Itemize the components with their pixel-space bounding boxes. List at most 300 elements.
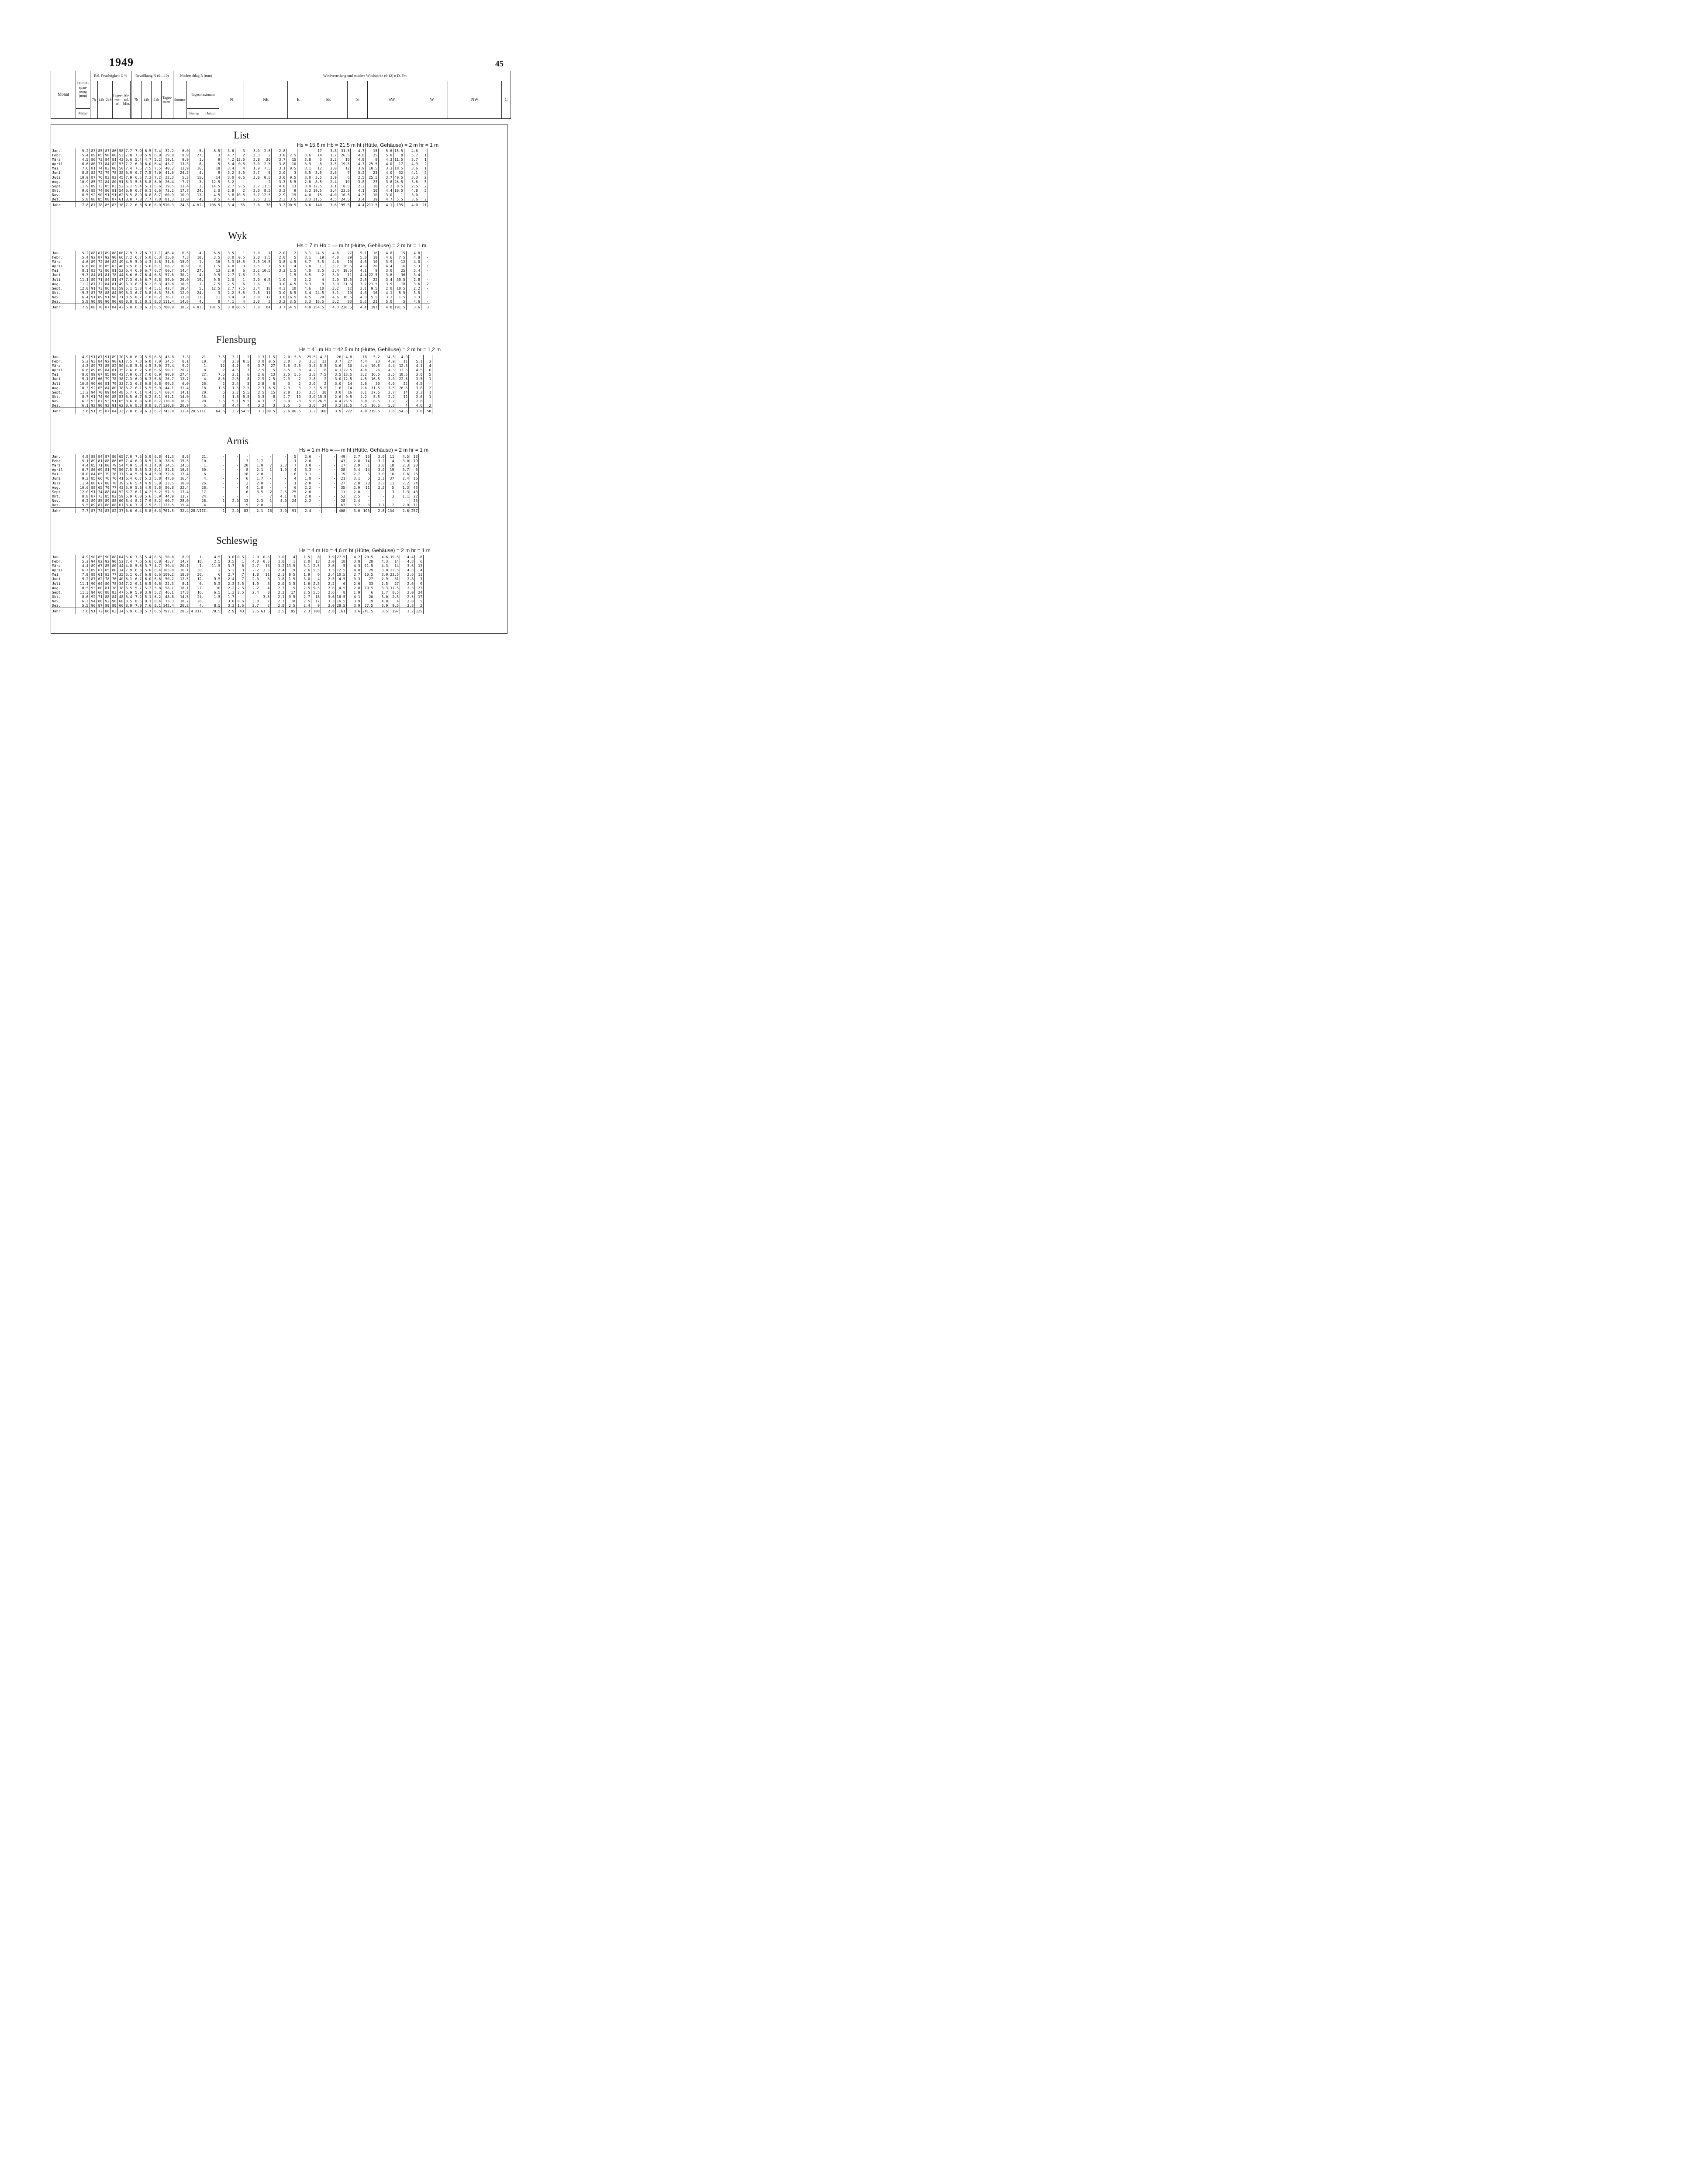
table-row	[51, 170, 428, 175]
table-cell: 18.	[190, 386, 209, 390]
table-cell: 2.5	[346, 494, 361, 498]
table-cell: 89	[90, 368, 97, 372]
table-cell: 2.2	[353, 394, 368, 399]
table-cell: 90	[110, 295, 117, 299]
table-cell: 88	[90, 481, 97, 485]
table-cell: 2.6	[321, 590, 335, 594]
table-cell: 4.1	[143, 463, 152, 467]
table-cell: 5	[240, 381, 251, 386]
table-cell: 8.1	[143, 599, 152, 603]
table-cell: 4	[311, 577, 321, 581]
table-cell: 7	[386, 503, 395, 508]
table-cell: 89	[90, 563, 97, 568]
table-cell: 6.4	[143, 273, 152, 277]
table-cell: ·	[245, 594, 260, 599]
table-cell: 6.7	[133, 476, 143, 480]
table-cell: ·	[322, 463, 337, 467]
table-cell: 7	[266, 399, 276, 403]
table-cell: 4.9	[351, 157, 366, 162]
table-cell: 33	[117, 381, 124, 386]
table-cell: 6.8	[124, 355, 133, 359]
table-cell: 66	[117, 251, 124, 255]
month-cell: Jan.	[51, 454, 76, 459]
table-cell: 3.0	[328, 390, 342, 394]
month-cell: Nov.	[51, 599, 76, 603]
table-cell: 5.0	[152, 363, 162, 368]
table-cell: 70	[97, 390, 104, 394]
table-cell: 54	[117, 463, 124, 467]
table-cell: 78	[110, 273, 117, 277]
table-cell: 3.3	[346, 577, 361, 581]
table-cell: 7	[261, 264, 272, 268]
table-cell: 92	[104, 255, 110, 259]
table-cell: 30.	[190, 467, 209, 472]
table-cell: 88	[104, 503, 110, 508]
table-cell: 6.1	[143, 304, 152, 310]
table-cell: 5	[288, 454, 297, 459]
table-cell: 4.4	[353, 363, 368, 368]
table-cell: 85	[104, 264, 110, 268]
table-row	[51, 590, 424, 594]
table-cell: 13.5	[340, 277, 353, 282]
table-cell: 49	[117, 282, 124, 286]
table-cell: 27.5	[361, 603, 374, 608]
table-cell: 99.3	[162, 381, 175, 386]
table-cell: 85	[90, 180, 97, 184]
table-cell: 68	[117, 299, 124, 304]
table-cell: 19.5	[338, 162, 351, 166]
table-cell: 35	[117, 368, 124, 372]
table-cell: ·	[226, 467, 240, 472]
table-cell: 4.5	[286, 282, 297, 286]
table-cell: 89	[104, 603, 110, 608]
table-cell: 92	[90, 255, 97, 259]
table-cell: 3.8	[409, 408, 424, 414]
table-cell: 238.5	[340, 304, 353, 310]
table-cell: 2.5	[400, 594, 415, 599]
table-cell: 7	[288, 463, 297, 467]
table-cell: 89	[90, 363, 97, 368]
table-cell: ·	[235, 594, 245, 599]
table-cell: 21	[419, 202, 428, 208]
table-cell: 7.2	[133, 251, 143, 255]
table-cell: 71	[97, 277, 104, 282]
table-cell: 6.7	[143, 268, 152, 273]
table-cell: 3.1	[226, 355, 240, 359]
table-cell: 6.3	[152, 255, 162, 259]
table-cell: 26.5	[340, 264, 353, 268]
table-row	[51, 157, 428, 162]
table-cell: 3	[260, 581, 271, 586]
table-cell: 85	[97, 149, 104, 153]
table-cell: 15.9	[175, 259, 190, 264]
table-cell: 2.6	[346, 581, 361, 586]
table-cell: 1	[361, 463, 371, 467]
table-cell: 2	[205, 599, 221, 603]
table-cell: 23.5	[338, 188, 351, 193]
table-cell: 3.2	[302, 408, 317, 414]
table-cell: 3.5	[209, 355, 226, 359]
table-cell: 12.5	[342, 377, 353, 381]
table-cell: 11.5	[361, 563, 374, 568]
table-cell: 3	[286, 277, 297, 282]
table-cell: 88	[90, 197, 97, 202]
table-cell: 7.5	[152, 166, 162, 170]
table-cell: 5.8	[133, 286, 143, 290]
table-cell: 2.9	[395, 503, 410, 508]
table-cell: 4.8	[124, 563, 133, 568]
table-cell: 5.3	[143, 476, 152, 480]
table-cell: 19	[361, 599, 374, 603]
table-cell: 40.5	[393, 175, 404, 180]
table-cell: 1.5	[205, 594, 221, 599]
table-cell: 20	[361, 594, 374, 599]
table-cell: 5.2	[76, 149, 90, 153]
table-cell: 2.3	[221, 581, 235, 586]
table-cell: 7.5	[124, 359, 133, 363]
table-cell: 90	[110, 559, 117, 563]
table-cell: 2.9	[346, 485, 361, 490]
table-cell: 9	[204, 157, 221, 162]
table-cell: 4.1	[221, 299, 235, 304]
table-cell: 4.3	[251, 399, 266, 403]
table-cell: 3	[261, 282, 272, 286]
table-cell: 6.5	[143, 581, 152, 586]
table-cell: 64	[117, 555, 124, 559]
table-cell: 16.5	[335, 599, 346, 603]
table-cell: 65	[117, 459, 124, 463]
table-cell: 26.0	[175, 277, 190, 282]
table-cell: 3.0	[395, 459, 410, 463]
table-cell: 4.8	[406, 255, 421, 259]
table-cell: 2.8	[246, 157, 261, 162]
table-cell: 6	[415, 559, 424, 563]
table-cell: 5.5	[235, 170, 246, 175]
table-cell: 3.2	[323, 157, 338, 162]
month-cell: Febr.	[51, 255, 76, 259]
table-cell: 38	[117, 170, 124, 175]
table-cell: ·	[361, 498, 371, 503]
month-cell: Aug.	[51, 485, 76, 490]
table-cell: 3.0	[221, 555, 235, 559]
table-cell: 5.4	[133, 157, 143, 162]
table-cell: 85	[104, 372, 110, 377]
table-cell: 2.5	[296, 590, 311, 594]
table-cell: 8.9	[175, 555, 190, 559]
table-cell: 11.5	[261, 184, 272, 188]
table-cell: 19	[286, 193, 297, 197]
table-cell: 4.9	[396, 355, 409, 359]
table-cell: 86	[90, 162, 97, 166]
table-cell: 16.5	[368, 403, 381, 408]
table-cell: 61.5	[260, 608, 271, 614]
table-cell: 39.5	[162, 184, 175, 188]
table-cell: 197	[389, 608, 400, 614]
table-cell: 39.5	[393, 277, 407, 282]
table-cell: 4.9	[381, 359, 396, 363]
table-cell: 6.9	[152, 202, 162, 208]
table-cell: 3.2	[271, 563, 286, 568]
table-cell: 2.5	[260, 568, 271, 572]
table-cell: 3.1	[297, 472, 312, 476]
table-cell: 3.0	[246, 175, 261, 180]
table-cell: 2.1	[249, 508, 264, 514]
table-cell: 13	[410, 454, 419, 459]
table-cell: 5.0	[143, 255, 152, 259]
table-cell: 24.5	[312, 290, 325, 295]
table-cell: 62	[117, 193, 124, 197]
table-cell: 90	[104, 394, 110, 399]
month-cell: Dez.	[51, 403, 76, 408]
table-cell: 81	[97, 273, 104, 277]
table-cell: 2.2	[321, 581, 335, 586]
table-cell: 9.5	[240, 399, 251, 403]
table-cell: 6.2	[76, 498, 90, 503]
table-cell: 3.2	[325, 286, 340, 290]
table-cell: 90	[104, 299, 110, 304]
table-cell: 74	[97, 166, 104, 170]
table-cell: 2.2	[271, 590, 286, 594]
table-cell: 26	[368, 368, 381, 372]
table-cell: 6.8	[152, 454, 162, 459]
table-row	[51, 459, 419, 463]
table-cell: 90.1	[162, 368, 175, 372]
table-cell: 6.6	[152, 188, 162, 193]
table-cell: 5.8	[133, 485, 143, 490]
table-cell: 20.9	[175, 403, 190, 408]
table-cell: 12.9	[175, 290, 190, 295]
table-cell: 84	[104, 368, 110, 372]
table-row	[51, 282, 430, 286]
table-cell: 9.3	[76, 476, 90, 480]
table-row	[51, 188, 428, 193]
table-cell: 6.9	[133, 268, 143, 273]
table-cell: 7.9	[76, 304, 90, 310]
month-cell: Jan.	[51, 355, 76, 359]
table-cell: 408	[337, 508, 346, 514]
table-cell: 5.2	[143, 394, 152, 399]
table-cell: 8	[209, 403, 226, 408]
month-cell: Dez.	[51, 197, 76, 202]
table-cell: 80	[110, 568, 117, 572]
table-cell: 3	[421, 304, 430, 310]
table-cell: 3	[204, 153, 221, 157]
table-cell: ·	[421, 277, 430, 282]
table-cell: ·	[273, 472, 288, 476]
header-dir-nw: NW	[448, 81, 501, 119]
table-cell: 6.7	[143, 277, 152, 282]
table-cell: 4.5	[335, 577, 346, 581]
table-row	[51, 368, 432, 372]
table-cell: 7.5	[143, 170, 152, 175]
table-cell: 37	[117, 472, 124, 476]
table-cell: 5.0	[143, 568, 152, 572]
table-cell: 18	[264, 508, 273, 514]
table-cell: 90	[90, 581, 97, 586]
table-cell: 2.2	[381, 394, 396, 399]
table-cell: ·	[264, 476, 273, 480]
table-cell: 3.6	[406, 304, 421, 310]
table-cell: 25.5	[366, 162, 379, 166]
table-cell: 11.1	[76, 277, 90, 282]
table-cell: 4	[389, 599, 400, 603]
table-cell: 4.9	[143, 485, 152, 490]
table-cell: 84	[104, 282, 110, 286]
table-cell: 6.6	[152, 577, 162, 581]
table-cell: 11.2	[76, 390, 90, 394]
table-cell: ·	[246, 180, 261, 184]
table-cell: 7.6	[143, 603, 152, 608]
table-cell: ·	[361, 494, 371, 498]
table-cell: 1.3	[395, 490, 410, 494]
header-tagesmaximum: Tagesmaximum	[186, 81, 219, 109]
table-cell: 6	[235, 268, 246, 273]
table-row	[51, 359, 432, 363]
table-cell: 2.9	[251, 377, 266, 381]
table-cell: 87	[97, 603, 104, 608]
table-cell: 3.5	[221, 559, 235, 563]
month-cell: Dez.	[51, 503, 76, 508]
table-cell: 9	[368, 268, 379, 273]
table-cell: 9.5	[389, 603, 400, 608]
table-cell: 5.1	[325, 290, 340, 295]
table-cell: 35	[117, 572, 124, 577]
table-cell: 3.0	[321, 603, 335, 608]
table-cell: 3.5	[286, 299, 297, 304]
table-cell: 3.7	[323, 153, 338, 157]
table-cell: 3.0	[272, 175, 286, 180]
table-cell: 92	[90, 403, 97, 408]
table-cell: 5.5	[76, 603, 90, 608]
table-cell: 18.7	[175, 599, 190, 603]
table-cell: 2.3	[395, 463, 410, 467]
table-cell: 88	[90, 485, 97, 490]
station-title: Schleswig	[216, 535, 258, 546]
table-cell: 4.	[190, 503, 209, 508]
table-cell: 3	[361, 503, 371, 508]
table-cell: 6.2	[76, 599, 90, 603]
table-cell: 3.7	[297, 259, 312, 264]
table-cell: 6.1	[133, 264, 143, 268]
table-cell: 88	[104, 490, 110, 494]
table-cell: 5.5	[368, 394, 381, 399]
table-cell: 84	[97, 454, 104, 459]
table-cell: 15.5	[235, 259, 246, 264]
table-cell: 86	[110, 459, 117, 463]
table-cell: 5.0	[379, 299, 393, 304]
table-cell: 84	[110, 490, 117, 494]
table-cell: 6.3	[152, 290, 162, 295]
table-cell: 2.8	[272, 149, 286, 153]
table-cell: 8.1	[175, 581, 190, 586]
table-cell: 87	[104, 149, 110, 153]
table-cell: 13.8	[175, 295, 190, 299]
table-cell: 5.8	[76, 197, 90, 202]
table-cell: 21.	[190, 355, 209, 359]
table-cell: 3.3	[272, 180, 286, 184]
table-cell: 6.7	[133, 394, 143, 399]
table-cell: 8	[393, 153, 404, 157]
table-cell: 3.0	[371, 463, 386, 467]
table-cell: 2.5	[296, 586, 311, 590]
table-cell: 6.9	[152, 153, 162, 157]
table-cell: 33	[117, 408, 124, 414]
table-cell: 2.2	[226, 390, 240, 394]
table-cell: 16	[386, 472, 395, 476]
table-cell: 94	[90, 559, 97, 563]
table-cell: 3.1	[353, 390, 368, 394]
table-cell: 92	[90, 193, 97, 197]
table-cell: 2	[312, 273, 325, 277]
table-cell: 6.5	[152, 304, 162, 310]
table-cell: 3.8	[297, 157, 312, 162]
table-cell: 3.3	[246, 153, 261, 157]
table-cell: ·	[312, 485, 322, 490]
table-cell: 1.9	[346, 590, 361, 594]
table-cell: 89	[110, 355, 117, 359]
table-cell: ·	[421, 273, 430, 277]
table-cell: 22	[396, 381, 409, 386]
table-cell: ·	[209, 454, 226, 459]
table-cell: 6.1	[143, 408, 152, 414]
table-cell: 3.0	[325, 273, 340, 277]
table-cell: 123.5	[162, 503, 175, 508]
table-cell: 3.0	[381, 377, 396, 381]
table-cell: 3.9	[325, 282, 340, 286]
table-cell: 510.3	[162, 202, 175, 208]
table-cell: 5.8	[143, 368, 152, 372]
table-cell: 23	[368, 359, 381, 363]
table-cell: ·	[235, 180, 246, 184]
table-cell: 5.2	[76, 559, 90, 563]
table-cell: 4.0	[379, 304, 393, 310]
table-cell: 6.9	[133, 355, 143, 359]
table-cell: 10.5	[393, 188, 404, 193]
table-cell: 2.8	[246, 290, 261, 295]
table-cell: 59	[117, 494, 124, 498]
table-cell: 3.7	[371, 503, 386, 508]
table-cell: 67	[97, 372, 104, 377]
table-cell: 2.8	[409, 399, 424, 403]
table-cell: 3.8	[379, 180, 393, 184]
table-cell: 17	[312, 149, 323, 153]
table-cell: 6.8	[133, 608, 143, 614]
table-cell: 6.3	[133, 568, 143, 572]
table-cell: 3.8	[323, 149, 338, 153]
table-cell: 31	[389, 577, 400, 581]
table-cell: 11	[261, 290, 272, 295]
table-cell: 72	[97, 282, 104, 286]
table-cell: 11	[386, 481, 395, 485]
table-cell: 12	[393, 259, 407, 264]
table-cell: 6	[288, 472, 297, 476]
table-cell: ·	[322, 485, 337, 490]
table-cell: 2.0	[296, 559, 311, 563]
table-cell: 24.3	[175, 170, 190, 175]
table-cell: 7	[235, 577, 245, 581]
table-cell: 12	[340, 286, 353, 290]
table-cell: 93	[90, 399, 97, 403]
table-cell: 61	[97, 572, 104, 577]
table-cell: 60.9	[162, 193, 175, 197]
table-cell: 4.3	[76, 363, 90, 368]
table-cell: 3.1	[251, 408, 266, 414]
table-cell: 3.8	[272, 259, 286, 264]
table-cell: 4.3	[379, 157, 393, 162]
table-cell: 8.1	[152, 503, 162, 508]
table-cell: 3.3	[297, 299, 312, 304]
table-cell: 81	[110, 188, 117, 193]
